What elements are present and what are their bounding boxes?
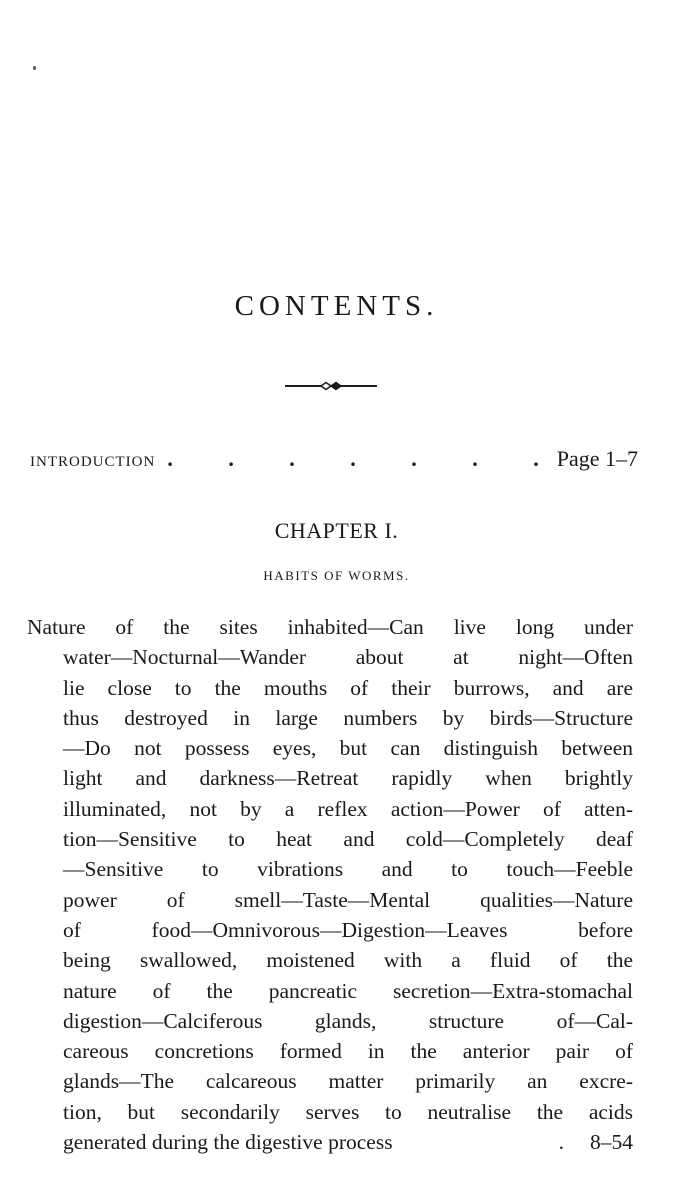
- chapter-subtitle: HABITS OF WORMS.: [263, 568, 410, 583]
- summary-line: thus destroyed in large numbers by birds—Structure: [63, 705, 633, 730]
- dot-leader: [155, 446, 556, 472]
- summary-line: tion, but secondarily serves to neutralise the acids: [63, 1099, 633, 1124]
- leader-dot: .: [533, 446, 539, 471]
- summary-line: nature of the pancreatic secretion—Extra-stomachal: [63, 978, 633, 1003]
- leader-dot: .: [472, 446, 478, 471]
- leader-dot: .: [289, 446, 295, 471]
- summary-line: careous concretions formed in the anterior pair of: [63, 1039, 633, 1064]
- summary-line: lie close to the mouths of their burrows, and are: [63, 675, 633, 700]
- summary-line: Nature of the sites inhabited—Can live long under: [27, 615, 633, 639]
- summary-last-line: [27, 1127, 633, 1157]
- introduction-entry: [30, 446, 638, 476]
- ornament-divider-icon: [285, 380, 377, 392]
- summary-line: digestion—Calciferous glands, structure of—Cal-: [63, 1008, 633, 1033]
- chapter-page-range-group: [559, 1127, 633, 1157]
- chapter-summary: [27, 612, 633, 1157]
- summary-line: being swallowed, moistened with a fluid of the: [63, 948, 633, 973]
- summary-line: illuminated, not by a reflex action—Power of atten-: [63, 796, 633, 821]
- summary-line: light and darkness—Retreat rapidly when brightly: [63, 766, 633, 791]
- summary-line: power of smell—Taste—Mental qualities—Nature: [63, 887, 633, 912]
- chapter-page-range: 8–54: [590, 1130, 633, 1155]
- leader-dot: .: [228, 446, 234, 471]
- summary-line: water—Nocturnal—Wander about at night—Often: [63, 645, 633, 670]
- leader-dot: .: [558, 1130, 564, 1155]
- contents-heading: CONTENTS.: [234, 290, 439, 322]
- summary-line: tion—Sensitive to heat and cold—Completely deaf: [63, 827, 633, 852]
- chapter-title: CHAPTER I.: [274, 518, 399, 543]
- summary-line: —Sensitive to vibrations and to touch—Feeble: [63, 857, 633, 882]
- introduction-label: INTRODUCTION: [30, 454, 156, 470]
- summary-line: generated during the digestive process: [63, 1130, 393, 1155]
- summary-line: of food—Omnivorous—Digestion—Leaves before: [63, 917, 633, 942]
- paper-speck: [33, 66, 36, 70]
- summary-line: —Do not possess eyes, but can distinguish between: [63, 736, 633, 761]
- introduction-page-range: Page 1–7: [556, 446, 638, 471]
- leader-dot: .: [350, 446, 356, 471]
- summary-line: glands—The calcareous matter primarily an excre-: [63, 1069, 633, 1094]
- leader-dot: .: [411, 446, 417, 471]
- leader-dot: .: [167, 446, 173, 471]
